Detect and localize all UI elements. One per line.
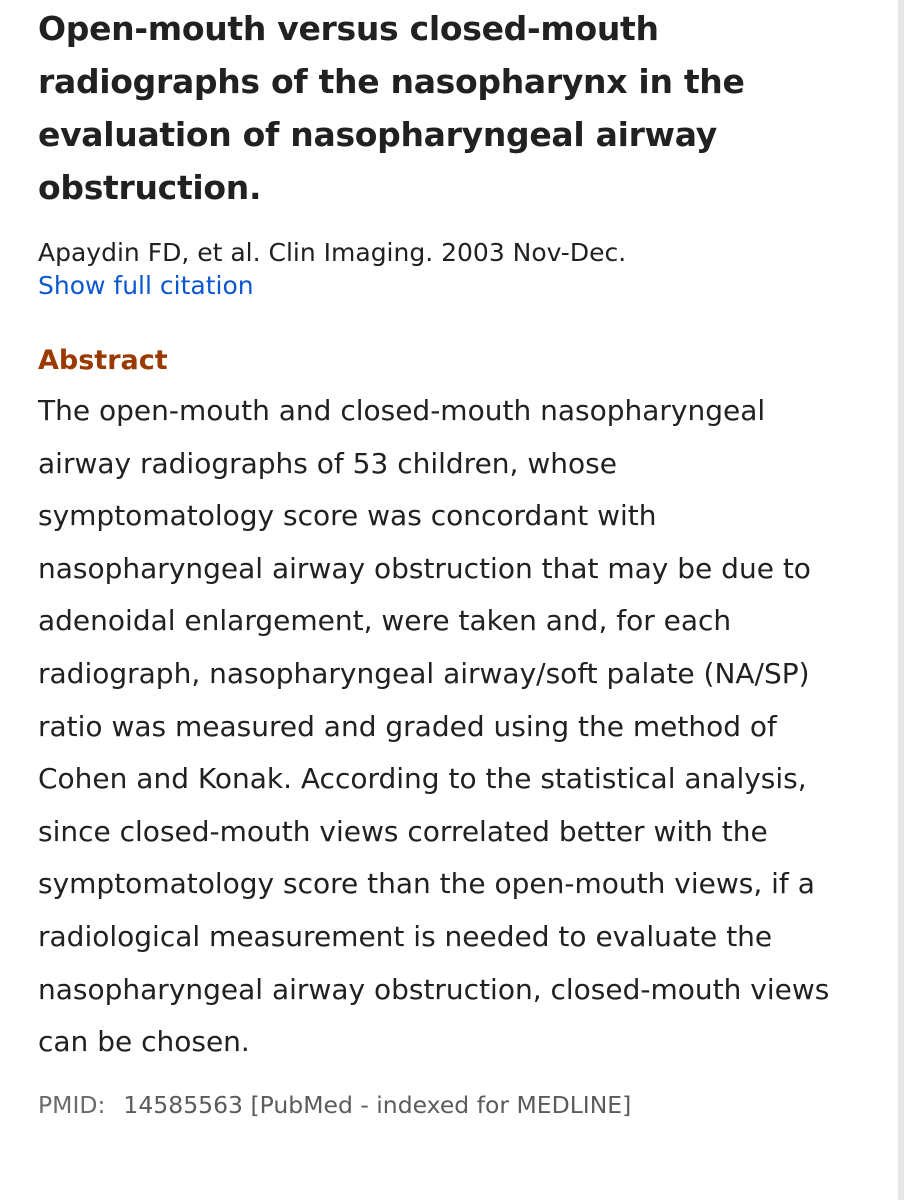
page-edge-divider <box>898 0 904 1200</box>
pmid-label: PMID: <box>38 1090 106 1119</box>
pmid-line <box>38 1087 868 1123</box>
article-title[interactable]: Open-mouth versus closed-mouth radiographs of the nasopharynx in the evaluation of nasopharyngeal airway obstruction. <box>38 9 745 207</box>
citation-short: Apaydin FD, et al. Clin Imaging. 2003 Nov-Dec. <box>38 238 627 267</box>
abstract-text: The open-mouth and closed-mouth nasopharyngeal airway radiographs of 53 children, whose symptomatology score was concordant with nasopharyngeal airway obstruction that may be due to adenoidal enlargement, were taken and, for each radiograph, nasopharyngeal airway/soft palate (NA/SP) ratio was measured and graded using the method of Cohen and Konak. According to the statistical analysis, since closed-mouth views correlated better with the symptomatology score than the open-mouth views, if a radiological measurement is needed to evaluate the nasopharyngeal airway obstruction, closed-mouth views can be chosen. <box>38 394 830 1059</box>
article-summary <box>38 0 868 1123</box>
show-full-citation-link[interactable]: Show full citation <box>38 271 254 300</box>
abstract-heading: Abstract <box>38 345 168 376</box>
pmid-value: 14585563 [PubMed - indexed for MEDLINE] <box>123 1090 632 1119</box>
